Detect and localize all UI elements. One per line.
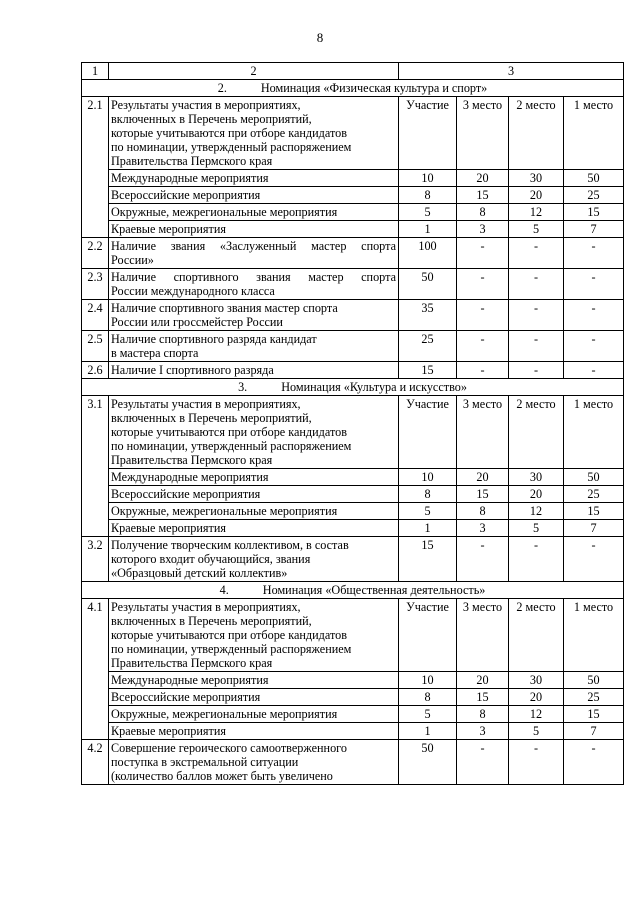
points-cell: 1 bbox=[399, 221, 457, 238]
event-level-label: Краевые мероприятия bbox=[109, 221, 399, 238]
description-line: Результаты участия в мероприятиях, bbox=[111, 600, 301, 614]
criterion-row bbox=[82, 238, 624, 269]
criterion-header-row bbox=[82, 599, 624, 672]
event-level-row bbox=[82, 503, 624, 520]
points-cell: 5 bbox=[399, 706, 457, 723]
points-cell: - bbox=[564, 269, 624, 300]
points-cell: - bbox=[509, 740, 564, 785]
points-cell: - bbox=[564, 238, 624, 269]
points-cell: 20 bbox=[457, 170, 509, 187]
description-line: которые учитываются при отборе кандидатов bbox=[111, 425, 347, 439]
event-level-label: Всероссийские мероприятия bbox=[109, 187, 399, 204]
description-line: по номинации, утвержденный распоряжением bbox=[111, 140, 352, 154]
points-cell: 100 bbox=[399, 238, 457, 269]
points-cell: 8 bbox=[399, 486, 457, 503]
event-level-label: Всероссийские мероприятия bbox=[109, 689, 399, 706]
description-line: по номинации, утвержденный распоряжением bbox=[111, 642, 352, 656]
criterion-number: 2.6 bbox=[82, 362, 109, 379]
criterion-description bbox=[109, 740, 399, 785]
criterion-description bbox=[109, 269, 399, 300]
description-line: по номинации, утвержденный распоряжением bbox=[111, 439, 352, 453]
criterion-description bbox=[109, 331, 399, 362]
place-column-header: Участие bbox=[399, 396, 457, 469]
points-cell: 50 bbox=[399, 269, 457, 300]
points-cell: 8 bbox=[457, 503, 509, 520]
description-line: которые учитываются при отборе кандидатов bbox=[111, 628, 347, 642]
description-line: Совершение героического самоотверженного bbox=[111, 741, 347, 755]
points-cell: 25 bbox=[564, 689, 624, 706]
points-cell: 50 bbox=[399, 740, 457, 785]
points-cell: 12 bbox=[509, 204, 564, 221]
points-cell: 50 bbox=[564, 672, 624, 689]
event-level-row bbox=[82, 187, 624, 204]
criterion-description bbox=[109, 537, 399, 582]
points-cell: 8 bbox=[457, 706, 509, 723]
points-cell: 5 bbox=[399, 204, 457, 221]
nomination-criteria-table bbox=[81, 62, 624, 785]
points-cell: - bbox=[457, 238, 509, 269]
points-cell: - bbox=[564, 300, 624, 331]
points-cell: 5 bbox=[509, 723, 564, 740]
description-line: «Образцовый детский коллектив» bbox=[111, 566, 288, 580]
points-cell: 15 bbox=[564, 503, 624, 520]
event-level-label: Краевые мероприятия bbox=[109, 723, 399, 740]
description-line: в мастера спорта bbox=[111, 346, 199, 360]
criterion-description bbox=[109, 300, 399, 331]
criterion-description bbox=[109, 599, 399, 672]
points-cell: - bbox=[509, 300, 564, 331]
place-column-header: 2 место bbox=[509, 97, 564, 170]
event-level-row bbox=[82, 723, 624, 740]
points-cell: 3 bbox=[457, 520, 509, 537]
points-cell: 25 bbox=[564, 486, 624, 503]
description-line: которого входит обучающийся, звания bbox=[111, 552, 311, 566]
points-cell: 3 bbox=[457, 723, 509, 740]
event-level-row bbox=[82, 486, 624, 503]
event-level-row bbox=[82, 689, 624, 706]
points-cell: 10 bbox=[399, 672, 457, 689]
criterion-row bbox=[82, 300, 624, 331]
points-cell: 10 bbox=[399, 469, 457, 486]
criterion-number: 2.4 bbox=[82, 300, 109, 331]
place-column-header: 3 место bbox=[457, 599, 509, 672]
points-cell: 20 bbox=[509, 187, 564, 204]
points-cell: - bbox=[509, 537, 564, 582]
points-cell: 7 bbox=[564, 723, 624, 740]
points-cell: 30 bbox=[509, 469, 564, 486]
criterion-number: 4.2 bbox=[82, 740, 109, 785]
section-title: Номинация «Культура и искусство» bbox=[281, 380, 467, 394]
description-line: включенных в Перечень мероприятий, bbox=[111, 112, 312, 126]
criterion-description bbox=[109, 362, 399, 379]
points-cell: 15 bbox=[564, 204, 624, 221]
event-level-row bbox=[82, 469, 624, 486]
points-cell: - bbox=[509, 331, 564, 362]
points-cell: 10 bbox=[399, 170, 457, 187]
criterion-description bbox=[109, 97, 399, 170]
points-cell: 1 bbox=[399, 723, 457, 740]
points-cell: 50 bbox=[564, 469, 624, 486]
points-cell: 20 bbox=[457, 672, 509, 689]
place-column-header: 3 место bbox=[457, 396, 509, 469]
points-cell: 3 bbox=[457, 221, 509, 238]
points-cell: 35 bbox=[399, 300, 457, 331]
points-cell: 5 bbox=[509, 221, 564, 238]
points-cell: 20 bbox=[509, 689, 564, 706]
points-cell: - bbox=[457, 331, 509, 362]
description-line: Результаты участия в мероприятиях, bbox=[111, 98, 301, 112]
event-level-row bbox=[82, 520, 624, 537]
points-cell: 5 bbox=[399, 503, 457, 520]
description-line: включенных в Перечень мероприятий, bbox=[111, 411, 312, 425]
criterion-number: 4.1 bbox=[82, 599, 109, 740]
points-cell: 50 bbox=[564, 170, 624, 187]
section-heading bbox=[82, 582, 624, 599]
points-cell: 15 bbox=[457, 689, 509, 706]
points-cell: 15 bbox=[564, 706, 624, 723]
criterion-description bbox=[109, 238, 399, 269]
description-line: Получение творческим коллективом, в состав bbox=[111, 538, 349, 552]
place-column-header: 1 место bbox=[564, 396, 624, 469]
points-cell: - bbox=[457, 740, 509, 785]
section-number: 4. bbox=[219, 583, 229, 597]
criterion-header-row bbox=[82, 396, 624, 469]
points-cell: 5 bbox=[509, 520, 564, 537]
points-cell: 7 bbox=[564, 520, 624, 537]
place-column-header: 1 место bbox=[564, 599, 624, 672]
criterion-row bbox=[82, 740, 624, 785]
place-column-header: Участие bbox=[399, 97, 457, 170]
points-cell: 15 bbox=[457, 486, 509, 503]
section-heading-row bbox=[82, 582, 624, 599]
points-cell: 12 bbox=[509, 503, 564, 520]
points-cell: - bbox=[457, 537, 509, 582]
points-cell: 25 bbox=[564, 187, 624, 204]
points-cell: - bbox=[509, 269, 564, 300]
criterion-number: 2.3 bbox=[82, 269, 109, 300]
section-heading-row bbox=[82, 80, 624, 97]
points-cell: - bbox=[457, 300, 509, 331]
description-line: Наличие звания «Заслуженный мастер спорта bbox=[111, 239, 396, 253]
place-column-header: 2 место bbox=[509, 396, 564, 469]
description-line: Наличие I спортивного разряда bbox=[111, 363, 274, 377]
points-cell: - bbox=[457, 269, 509, 300]
points-cell: - bbox=[509, 362, 564, 379]
event-level-row bbox=[82, 170, 624, 187]
criterion-number: 3.1 bbox=[82, 396, 109, 537]
criterion-number: 2.2 bbox=[82, 238, 109, 269]
column-header-row bbox=[82, 63, 624, 80]
section-title: Номинация «Физическая культура и спорт» bbox=[260, 81, 488, 95]
points-cell: - bbox=[564, 331, 624, 362]
place-column-header: 2 место bbox=[509, 599, 564, 672]
points-cell: 8 bbox=[399, 689, 457, 706]
section-number: 3. bbox=[238, 380, 248, 394]
points-cell: 12 bbox=[509, 706, 564, 723]
criterion-number: 2.5 bbox=[82, 331, 109, 362]
event-level-row bbox=[82, 204, 624, 221]
description-line: Наличие спортивного звания мастер спорта bbox=[111, 301, 338, 315]
points-cell: 20 bbox=[457, 469, 509, 486]
event-level-label: Окружные, межрегиональные мероприятия bbox=[109, 503, 399, 520]
points-cell: 15 bbox=[399, 537, 457, 582]
points-cell: 8 bbox=[457, 204, 509, 221]
column-header-2: 2 bbox=[109, 63, 399, 80]
points-cell: 15 bbox=[457, 187, 509, 204]
section-number: 2. bbox=[217, 81, 227, 95]
points-cell: 7 bbox=[564, 221, 624, 238]
column-header-1: 1 bbox=[82, 63, 109, 80]
event-level-label: Окружные, межрегиональные мероприятия bbox=[109, 204, 399, 221]
points-cell: 30 bbox=[509, 170, 564, 187]
criterion-number: 3.2 bbox=[82, 537, 109, 582]
event-level-row bbox=[82, 706, 624, 723]
points-cell: 30 bbox=[509, 672, 564, 689]
description-line: Правительства Пермского края bbox=[111, 453, 273, 467]
place-column-header: 3 место bbox=[457, 97, 509, 170]
place-column-header: Участие bbox=[399, 599, 457, 672]
page-number: 8 bbox=[316, 30, 324, 45]
event-level-label: Международные мероприятия bbox=[109, 469, 399, 486]
event-level-label: Международные мероприятия bbox=[109, 170, 399, 187]
section-heading-row bbox=[82, 379, 624, 396]
event-level-label: Международные мероприятия bbox=[109, 672, 399, 689]
points-cell: - bbox=[509, 238, 564, 269]
description-line: Правительства Пермского края bbox=[111, 656, 273, 670]
points-cell: 15 bbox=[399, 362, 457, 379]
event-level-label: Всероссийские мероприятия bbox=[109, 486, 399, 503]
description-line: поступка в экстремальной ситуации bbox=[111, 755, 299, 769]
event-level-label: Окружные, межрегиональные мероприятия bbox=[109, 706, 399, 723]
criterion-number: 2.1 bbox=[82, 97, 109, 238]
points-cell: 20 bbox=[509, 486, 564, 503]
section-title: Номинация «Общественная деятельность» bbox=[262, 583, 486, 597]
description-line: Наличие спортивного разряда кандидат bbox=[111, 332, 317, 346]
description-line: (количество баллов может быть увеличено bbox=[111, 769, 333, 783]
event-level-row bbox=[82, 672, 624, 689]
criterion-row bbox=[82, 362, 624, 379]
description-line: включенных в Перечень мероприятий, bbox=[111, 614, 312, 628]
table-body bbox=[82, 63, 624, 785]
criterion-row bbox=[82, 331, 624, 362]
description-line: России международного класса bbox=[111, 284, 275, 298]
description-line: Результаты участия в мероприятиях, bbox=[111, 397, 301, 411]
section-heading bbox=[82, 379, 624, 396]
place-column-header: 1 место bbox=[564, 97, 624, 170]
column-header-3: 3 bbox=[399, 63, 624, 80]
points-cell: 1 bbox=[399, 520, 457, 537]
description-line: которые учитываются при отборе кандидатов bbox=[111, 126, 347, 140]
criterion-header-row bbox=[82, 97, 624, 170]
event-level-label: Краевые мероприятия bbox=[109, 520, 399, 537]
points-cell: - bbox=[564, 537, 624, 582]
description-line: Наличие спортивного звания мастер спорта bbox=[111, 270, 396, 284]
points-cell: - bbox=[564, 362, 624, 379]
description-line: России или гроссмейстер России bbox=[111, 315, 283, 329]
points-cell: - bbox=[457, 362, 509, 379]
points-cell: - bbox=[564, 740, 624, 785]
description-line: России» bbox=[111, 253, 154, 267]
description-line: Правительства Пермского края bbox=[111, 154, 273, 168]
criterion-row bbox=[82, 537, 624, 582]
section-heading bbox=[82, 80, 624, 97]
criterion-row bbox=[82, 269, 624, 300]
event-level-row bbox=[82, 221, 624, 238]
points-cell: 8 bbox=[399, 187, 457, 204]
criterion-description bbox=[109, 396, 399, 469]
points-cell: 25 bbox=[399, 331, 457, 362]
